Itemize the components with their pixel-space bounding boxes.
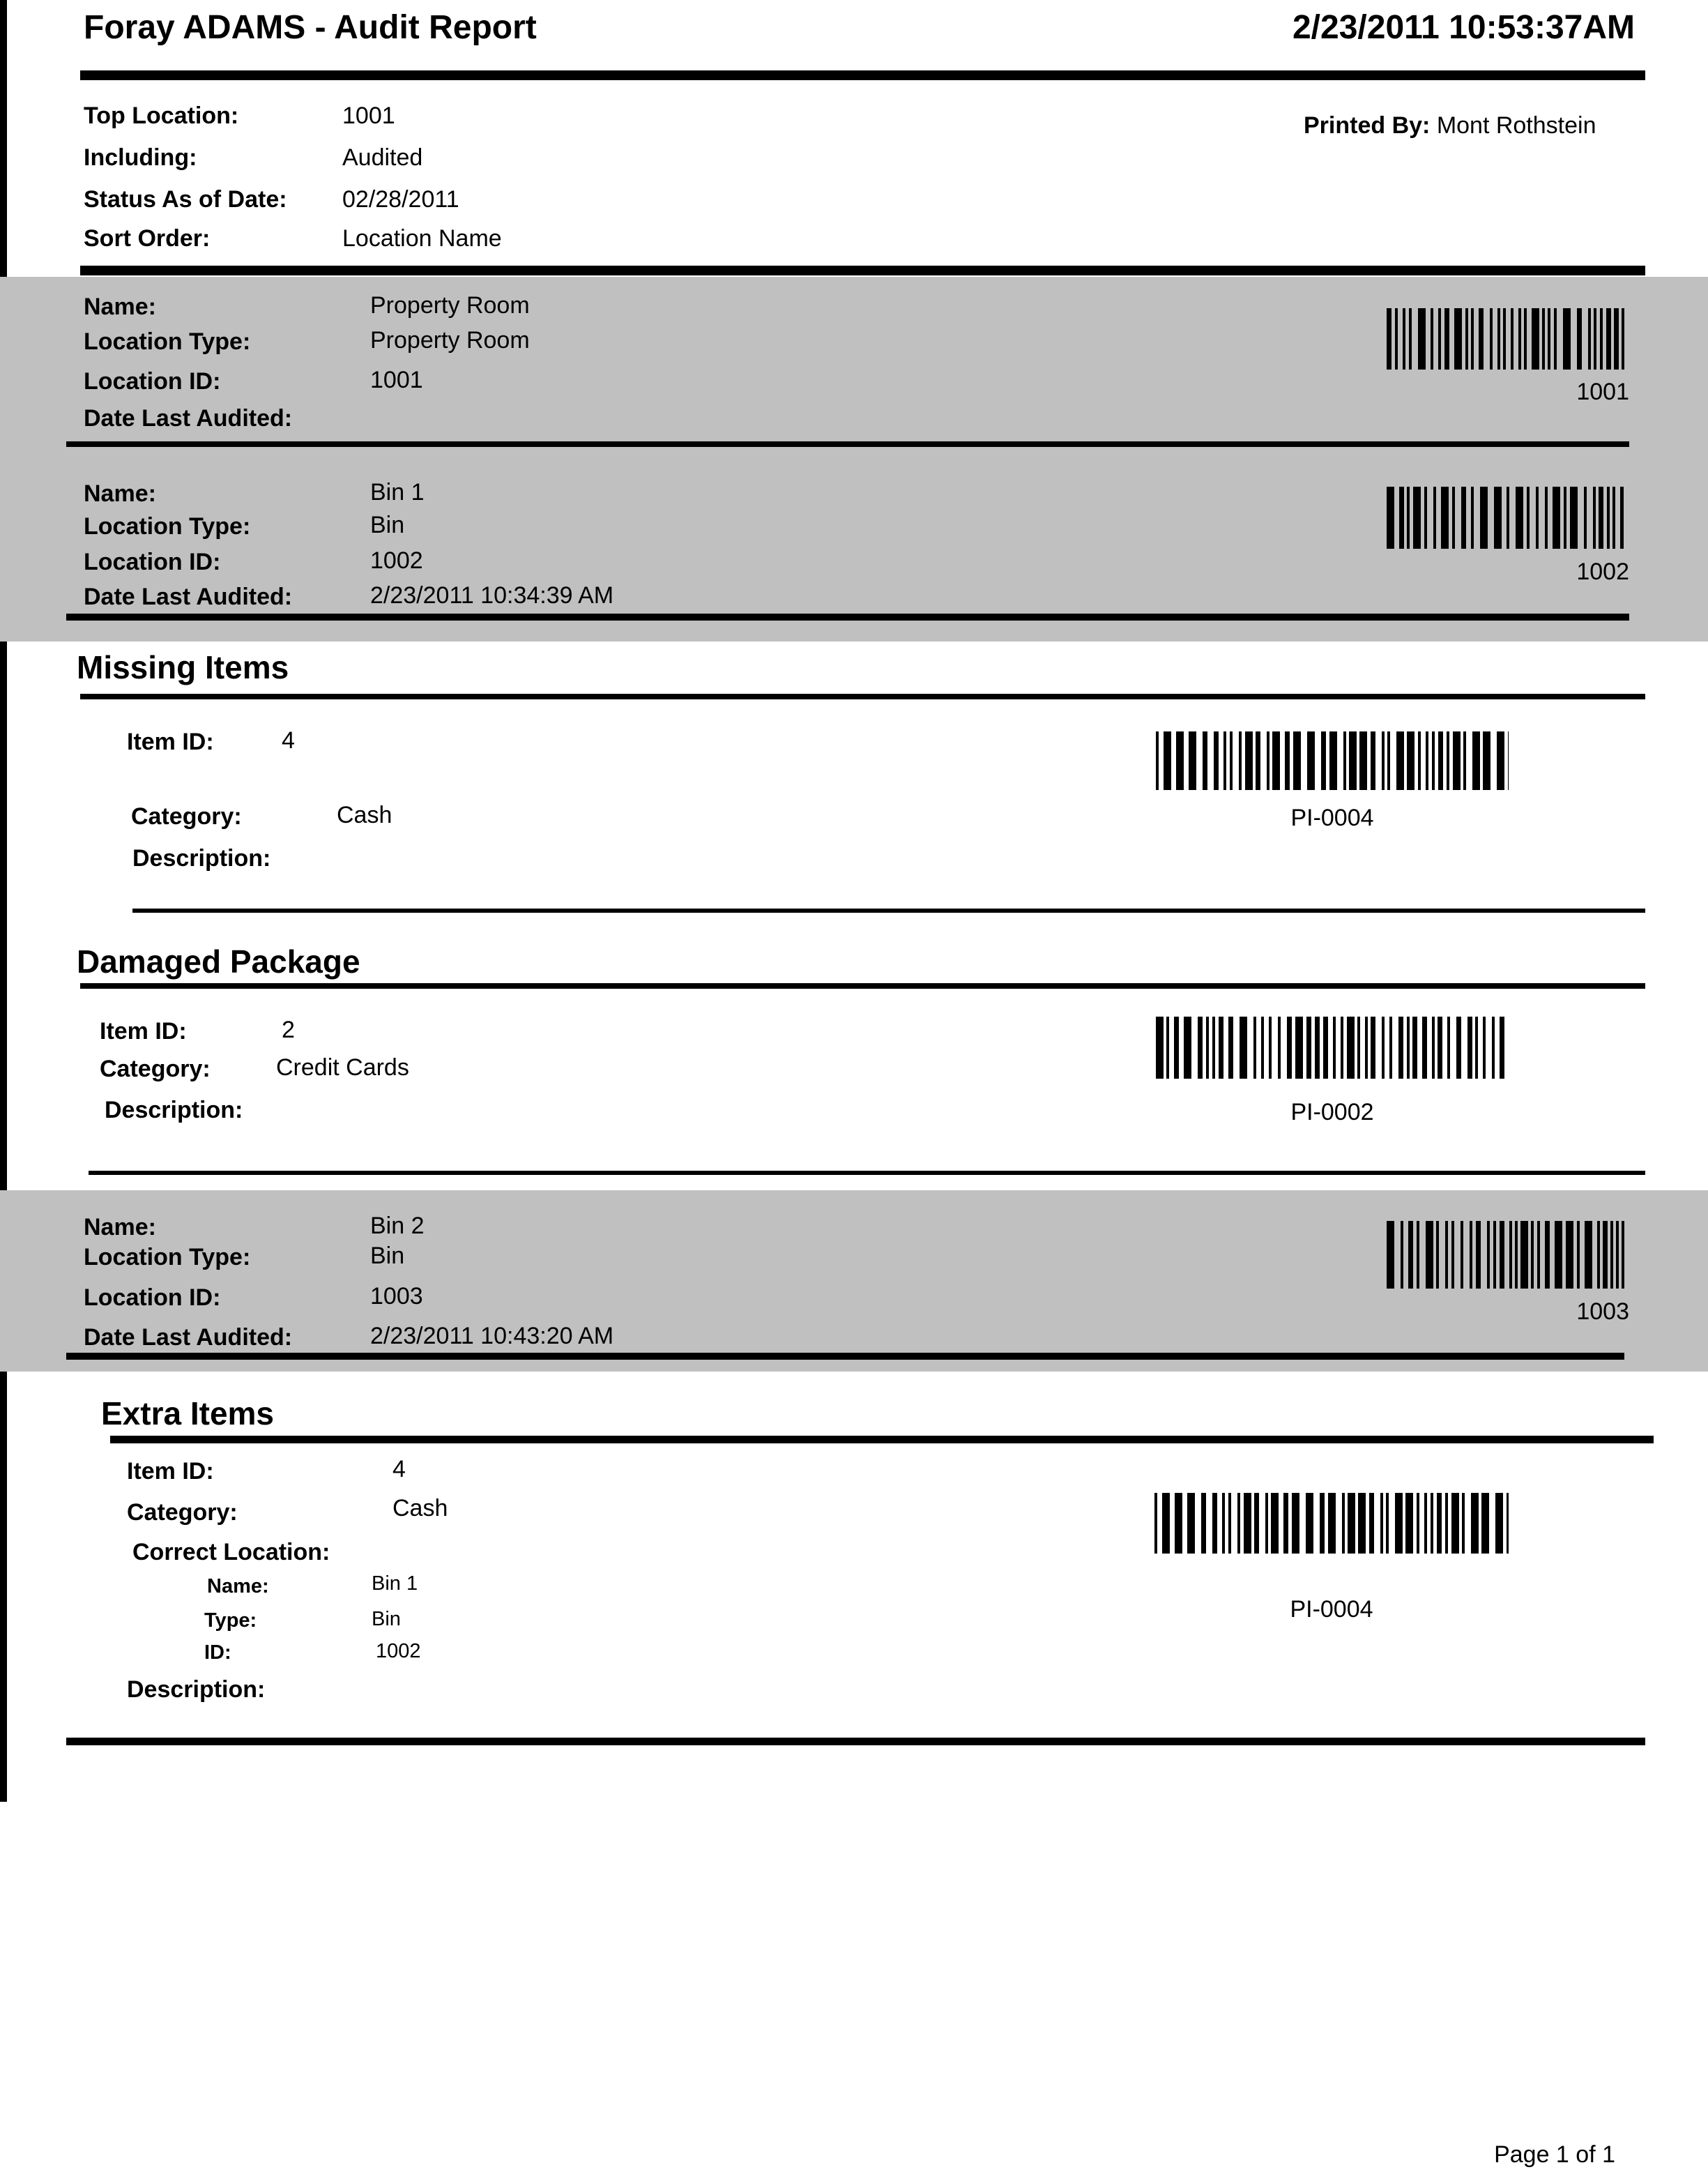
missing-items-heading: Missing Items <box>77 649 289 685</box>
sort-order-label: Sort Order: <box>84 225 211 252</box>
location-id-value: 1001 <box>370 367 423 393</box>
correct-id-label: ID: <box>204 1641 231 1664</box>
location-name-label: Name: <box>84 1214 156 1240</box>
item-barcode <box>1156 1017 1509 1079</box>
including-label: Including: <box>84 144 197 171</box>
extra-items-underline <box>110 1436 1654 1443</box>
location-id-label: Location ID: <box>84 1284 221 1311</box>
location-type-label: Location Type: <box>84 1244 251 1270</box>
location-barcode-label: 1001 <box>1576 379 1629 405</box>
top-location-value: 1001 <box>342 103 395 129</box>
missing-items-bottom-rule <box>132 909 1645 913</box>
location-name-label: Name: <box>84 480 156 507</box>
category-value: Credit Cards <box>276 1054 409 1081</box>
status-date-label: Status As of Date: <box>84 186 287 213</box>
location-id-value: 1003 <box>370 1283 423 1309</box>
item-barcode-label: PI-0002 <box>1290 1099 1374 1125</box>
date-last-audited-value: 2/23/2011 10:43:20 AM <box>370 1323 614 1349</box>
location-id-value: 1002 <box>370 547 423 574</box>
date-last-audited-label: Date Last Audited: <box>84 1324 293 1351</box>
band1-divider-rule <box>66 441 1629 447</box>
item-id-value: 4 <box>392 1456 406 1482</box>
correct-type-label: Type: <box>204 1609 257 1632</box>
location-type-value: Bin <box>370 1243 405 1269</box>
item-barcode <box>1156 731 1509 790</box>
item-id-value: 2 <box>282 1017 295 1043</box>
item-id-label: Item ID: <box>100 1018 187 1045</box>
correct-type-value: Bin <box>372 1608 401 1630</box>
correct-id-value: 1002 <box>376 1640 421 1662</box>
extra-items-heading: Extra Items <box>101 1395 275 1432</box>
location-band-2 <box>0 1190 1708 1372</box>
location-barcode-label: 1002 <box>1576 559 1629 585</box>
item-barcode-label: PI-0004 <box>1290 1596 1373 1623</box>
description-label: Description: <box>105 1097 243 1123</box>
location-barcode <box>1387 1221 1624 1289</box>
date-last-audited-label: Date Last Audited: <box>84 405 293 432</box>
item-barcode <box>1154 1493 1509 1554</box>
damaged-package-bottom-rule <box>89 1171 1645 1175</box>
header-rule <box>80 70 1645 80</box>
damaged-package-underline <box>80 983 1645 989</box>
location-name-value: Property Room <box>370 292 530 319</box>
sort-order-value: Location Name <box>342 225 502 252</box>
location-barcode <box>1387 308 1624 370</box>
including-value: Audited <box>342 144 423 171</box>
status-date-value: 02/28/2011 <box>342 186 459 213</box>
correct-name-label: Name: <box>207 1575 269 1597</box>
item-id-label: Item ID: <box>127 1458 214 1485</box>
item-barcode-label: PI-0004 <box>1290 805 1374 831</box>
description-label: Description: <box>127 1676 266 1703</box>
description-label: Description: <box>132 845 271 872</box>
correct-location-label: Correct Location: <box>132 1539 330 1565</box>
damaged-package-heading: Damaged Package <box>77 943 360 980</box>
location-type-value: Property Room <box>370 327 530 354</box>
category-value: Cash <box>337 802 392 828</box>
report-datetime: 2/23/2011 10:53:37AM <box>1292 9 1635 46</box>
band1-bottom-rule <box>66 614 1629 621</box>
location-id-label: Location ID: <box>84 368 221 395</box>
location-type-label: Location Type: <box>84 328 251 355</box>
printed-by-label: Printed By: <box>1304 112 1431 139</box>
category-label: Category: <box>127 1499 238 1526</box>
missing-items-underline <box>80 694 1645 699</box>
location-band-1 <box>0 277 1708 641</box>
band2-bottom-rule <box>66 1353 1624 1360</box>
category-label: Category: <box>100 1056 211 1082</box>
location-name-value: Bin 2 <box>370 1213 425 1239</box>
date-last-audited-label: Date Last Audited: <box>84 584 293 610</box>
location-barcode <box>1387 487 1624 549</box>
extra-items-bottom-rule <box>66 1738 1645 1745</box>
location-id-label: Location ID: <box>84 549 221 575</box>
printed-by-value: Mont Rothstein <box>1436 112 1596 139</box>
location-name-value: Bin 1 <box>370 479 425 506</box>
item-id-label: Item ID: <box>127 729 214 755</box>
top-location-label: Top Location: <box>84 103 239 129</box>
correct-name-value: Bin 1 <box>372 1572 418 1595</box>
page-left-edge-line <box>0 0 7 1802</box>
item-id-value: 4 <box>282 727 295 754</box>
location-type-value: Bin <box>370 512 405 538</box>
info-bottom-rule <box>80 266 1645 275</box>
category-label: Category: <box>131 803 242 830</box>
location-type-label: Location Type: <box>84 513 251 540</box>
location-name-label: Name: <box>84 294 156 320</box>
page-title: Foray ADAMS - Audit Report <box>84 9 537 46</box>
location-barcode-label: 1003 <box>1576 1298 1629 1325</box>
date-last-audited-value: 2/23/2011 10:34:39 AM <box>370 582 614 609</box>
printed-by <box>1304 112 1596 139</box>
category-value: Cash <box>392 1495 448 1521</box>
page-number: Page 1 of 1 <box>1494 2141 1615 2168</box>
